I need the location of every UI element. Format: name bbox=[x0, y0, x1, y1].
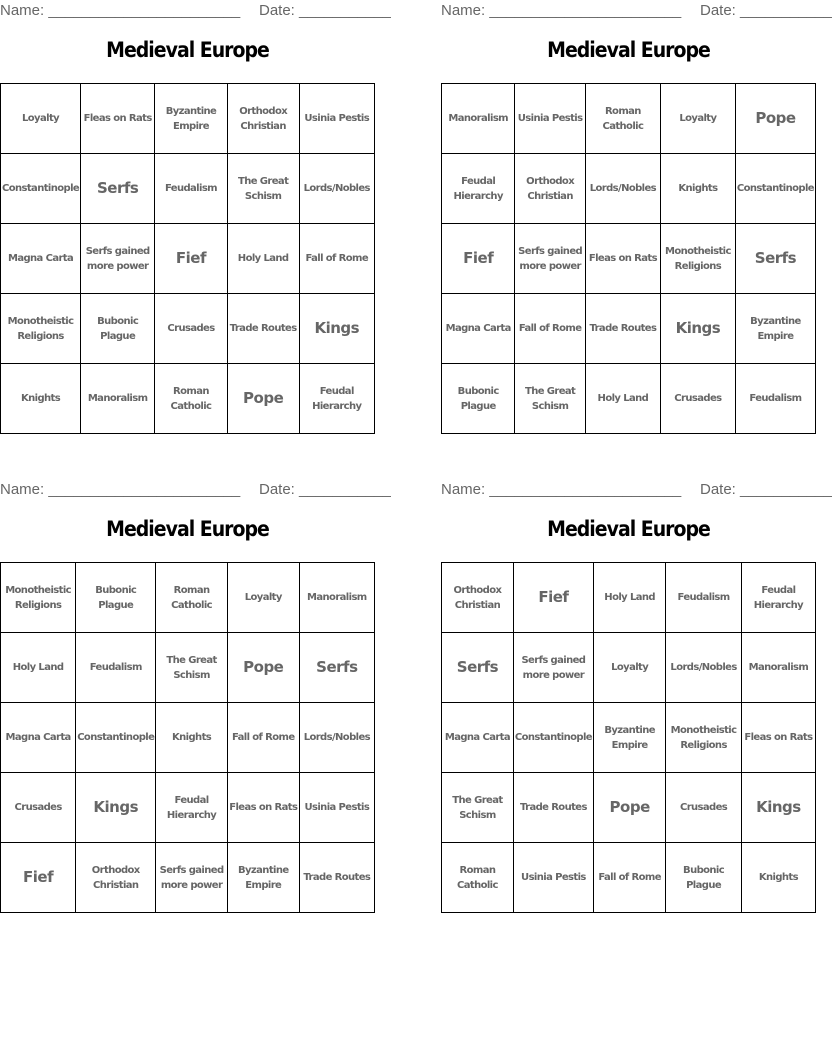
grid-cell: The Great Schism bbox=[515, 364, 585, 434]
card-title: Medieval Europe bbox=[547, 38, 710, 62]
grid-cell: Crusades bbox=[155, 294, 228, 364]
grid-row bbox=[1, 154, 375, 224]
grid-cell: Constantinople bbox=[735, 154, 815, 224]
grid-cell: Loyalty bbox=[1, 84, 81, 154]
bingo-grid bbox=[0, 562, 375, 913]
grid-cell: Orthodox Christian bbox=[227, 84, 299, 154]
grid-cell: Holy Land bbox=[1, 633, 76, 703]
grid-row bbox=[442, 224, 816, 294]
grid-cell: Orthodox Christian bbox=[442, 563, 514, 633]
grid-cell: Constantinople bbox=[1, 154, 81, 224]
name-label: Name: _______________________ bbox=[441, 481, 682, 498]
grid-cell: Fief bbox=[155, 224, 228, 294]
grid-cell: Crusades bbox=[666, 773, 741, 843]
grid-row bbox=[442, 294, 816, 364]
grid-cell: Pope bbox=[593, 773, 665, 843]
grid-row bbox=[1, 364, 375, 434]
grid-cell: Fall of Rome bbox=[227, 703, 299, 773]
grid-cell: Magna Carta bbox=[1, 224, 81, 294]
grid-row bbox=[442, 843, 816, 913]
date-label: Date: ___________ bbox=[259, 2, 391, 19]
grid-cell: Byzantine Empire bbox=[155, 84, 228, 154]
grid-cell: Orthodox Christian bbox=[76, 843, 156, 913]
grid-cell: Loyalty bbox=[227, 563, 299, 633]
grid-cell: Roman Catholic bbox=[155, 364, 228, 434]
grid-cell: Manoralism bbox=[299, 563, 374, 633]
grid-cell: Serfs bbox=[299, 633, 374, 703]
grid-cell: Serfs bbox=[735, 224, 815, 294]
grid-row bbox=[442, 703, 816, 773]
grid-cell: Fief bbox=[442, 224, 515, 294]
grid-cell: Monotheistic Religions bbox=[666, 703, 741, 773]
grid-cell: Orthodox Christian bbox=[515, 154, 585, 224]
grid-cell: Fleas on Rats bbox=[227, 773, 299, 843]
grid-cell: Monotheistic Religions bbox=[1, 294, 81, 364]
name-label: Name: _______________________ bbox=[0, 481, 241, 498]
grid-cell: Knights bbox=[1, 364, 81, 434]
grid-cell: Fall of Rome bbox=[299, 224, 374, 294]
grid-cell: Roman Catholic bbox=[442, 843, 514, 913]
grid-cell: Fief bbox=[513, 563, 593, 633]
grid-cell: Knights bbox=[741, 843, 815, 913]
grid-cell: Serfs gained more power bbox=[513, 633, 593, 703]
grid-cell: Kings bbox=[741, 773, 815, 843]
grid-cell: Kings bbox=[660, 294, 735, 364]
name-date-line bbox=[441, 479, 832, 501]
grid-cell: Lords/Nobles bbox=[299, 154, 374, 224]
grid-row bbox=[442, 773, 816, 843]
grid-cell: Byzantine Empire bbox=[735, 294, 815, 364]
grid-row bbox=[1, 563, 375, 633]
name-label: Name: _______________________ bbox=[441, 2, 682, 19]
grid-cell: Byzantine Empire bbox=[227, 843, 299, 913]
grid-cell: Serfs bbox=[442, 633, 514, 703]
grid-cell: Usinia Pestis bbox=[515, 84, 585, 154]
bingo-grid bbox=[441, 83, 816, 434]
grid-row bbox=[442, 364, 816, 434]
card-title: Medieval Europe bbox=[106, 517, 269, 541]
grid-row bbox=[442, 563, 816, 633]
card-title: Medieval Europe bbox=[106, 38, 269, 62]
grid-cell: Magna Carta bbox=[442, 703, 514, 773]
grid-cell: Serfs bbox=[81, 154, 155, 224]
grid-cell: Manoralism bbox=[442, 84, 515, 154]
grid-cell: Bubonic Plague bbox=[81, 294, 155, 364]
grid-row bbox=[1, 224, 375, 294]
grid-cell: Usinia Pestis bbox=[299, 84, 374, 154]
grid-cell: Bubonic Plague bbox=[666, 843, 741, 913]
grid-cell: Loyalty bbox=[593, 633, 665, 703]
grid-cell: Knights bbox=[156, 703, 228, 773]
grid-row bbox=[442, 84, 816, 154]
grid-cell: Constantinople bbox=[513, 703, 593, 773]
grid-cell: Holy Land bbox=[585, 364, 660, 434]
grid-cell: Crusades bbox=[1, 773, 76, 843]
grid-cell: Monotheistic Religions bbox=[1, 563, 76, 633]
grid-cell: Holy Land bbox=[227, 224, 299, 294]
grid-cell: Fleas on Rats bbox=[741, 703, 815, 773]
grid-row bbox=[1, 84, 375, 154]
bingo-grid bbox=[441, 562, 816, 913]
grid-cell: Monotheistic Religions bbox=[660, 224, 735, 294]
grid-cell: The Great Schism bbox=[442, 773, 514, 843]
grid-cell: The Great Schism bbox=[227, 154, 299, 224]
grid-row bbox=[442, 154, 816, 224]
grid-cell: Fall of Rome bbox=[515, 294, 585, 364]
grid-cell: Feudalism bbox=[666, 563, 741, 633]
grid-cell: Kings bbox=[299, 294, 374, 364]
grid-cell: Feudalism bbox=[735, 364, 815, 434]
grid-row bbox=[1, 633, 375, 703]
grid-cell: Feudal Hierarchy bbox=[741, 563, 815, 633]
date-label: Date: ___________ bbox=[259, 481, 391, 498]
bingo-grid bbox=[0, 83, 375, 434]
grid-cell: Feudal Hierarchy bbox=[299, 364, 374, 434]
grid-cell: Trade Routes bbox=[585, 294, 660, 364]
grid-row bbox=[1, 703, 375, 773]
grid-cell: Holy Land bbox=[593, 563, 665, 633]
grid-cell: Trade Routes bbox=[513, 773, 593, 843]
grid-cell: Knights bbox=[660, 154, 735, 224]
grid-cell: Crusades bbox=[660, 364, 735, 434]
grid-cell: Pope bbox=[227, 364, 299, 434]
grid-cell: Fleas on Rats bbox=[585, 224, 660, 294]
date-label: Date: ___________ bbox=[700, 481, 832, 498]
grid-cell: Serfs gained more power bbox=[515, 224, 585, 294]
grid-cell: Magna Carta bbox=[1, 703, 76, 773]
grid-cell: Lords/Nobles bbox=[299, 703, 374, 773]
card-title: Medieval Europe bbox=[547, 517, 710, 541]
grid-cell: Serfs gained more power bbox=[81, 224, 155, 294]
grid-cell: Fall of Rome bbox=[593, 843, 665, 913]
grid-cell: Manoralism bbox=[741, 633, 815, 703]
grid-cell: Usinia Pestis bbox=[513, 843, 593, 913]
grid-cell: Lords/Nobles bbox=[585, 154, 660, 224]
name-date-line bbox=[0, 0, 391, 22]
grid-cell: Roman Catholic bbox=[585, 84, 660, 154]
grid-cell: Feudal Hierarchy bbox=[442, 154, 515, 224]
grid-cell: Trade Routes bbox=[299, 843, 374, 913]
grid-cell: Fleas on Rats bbox=[81, 84, 155, 154]
grid-row bbox=[1, 294, 375, 364]
grid-cell: Trade Routes bbox=[227, 294, 299, 364]
grid-cell: Feudalism bbox=[155, 154, 228, 224]
grid-cell: Fief bbox=[1, 843, 76, 913]
grid-cell: Roman Catholic bbox=[156, 563, 228, 633]
grid-cell: Lords/Nobles bbox=[666, 633, 741, 703]
grid-cell: Serfs gained more power bbox=[156, 843, 228, 913]
grid-cell: Bubonic Plague bbox=[442, 364, 515, 434]
grid-cell: Pope bbox=[735, 84, 815, 154]
grid-cell: Magna Carta bbox=[442, 294, 515, 364]
grid-cell: The Great Schism bbox=[156, 633, 228, 703]
grid-row bbox=[1, 773, 375, 843]
name-label: Name: _______________________ bbox=[0, 2, 241, 19]
grid-cell: Loyalty bbox=[660, 84, 735, 154]
grid-cell: Bubonic Plague bbox=[76, 563, 156, 633]
grid-cell: Feudal Hierarchy bbox=[156, 773, 228, 843]
grid-cell: Byzantine Empire bbox=[593, 703, 665, 773]
grid-cell: Manoralism bbox=[81, 364, 155, 434]
grid-cell: Kings bbox=[76, 773, 156, 843]
grid-cell: Feudalism bbox=[76, 633, 156, 703]
grid-cell: Constantinople bbox=[76, 703, 156, 773]
grid-row bbox=[442, 633, 816, 703]
grid-cell: Pope bbox=[227, 633, 299, 703]
name-date-line bbox=[441, 0, 832, 22]
name-date-line bbox=[0, 479, 391, 501]
grid-row bbox=[1, 843, 375, 913]
date-label: Date: ___________ bbox=[700, 2, 832, 19]
grid-cell: Usinia Pestis bbox=[299, 773, 374, 843]
